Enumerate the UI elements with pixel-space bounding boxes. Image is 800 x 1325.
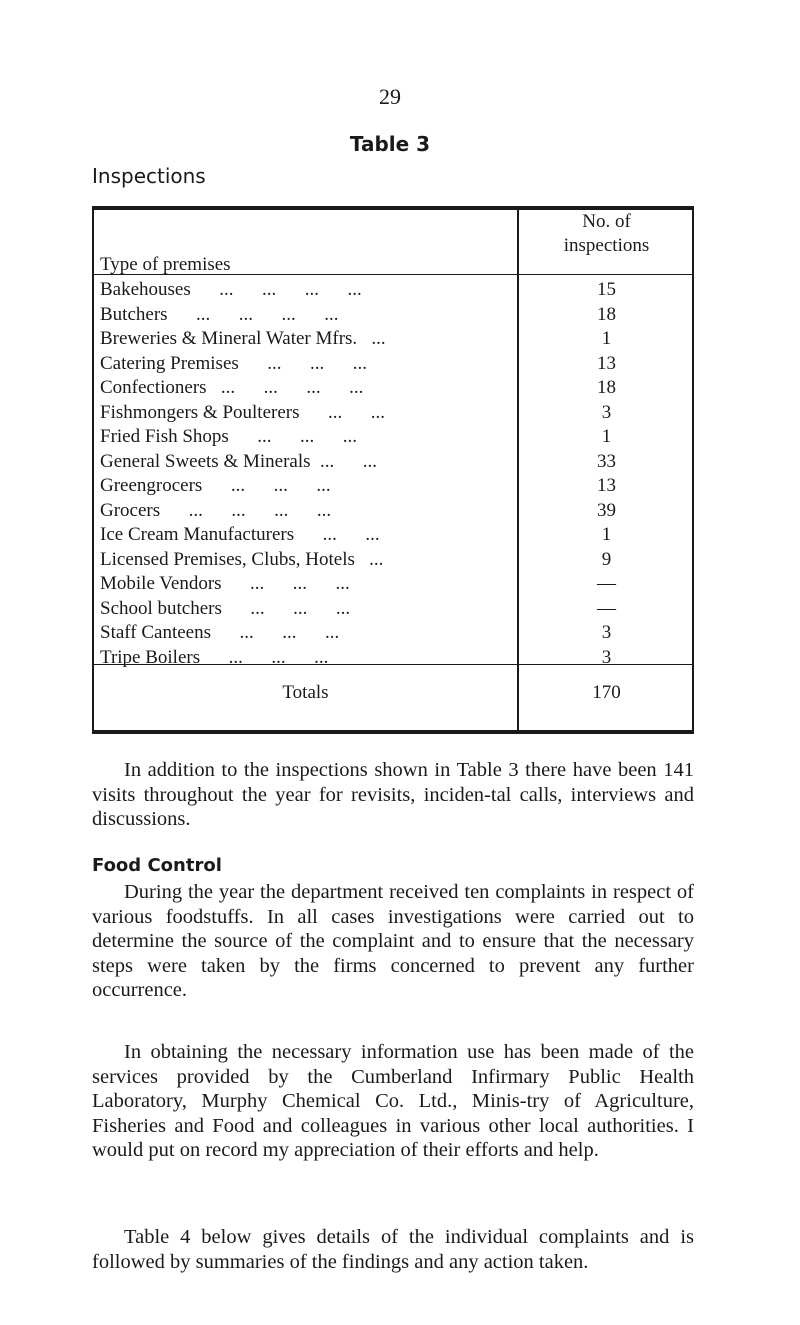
inspection-count: 1 [601,426,612,447]
premises-name: Staff Canteens ... ... ... [100,622,340,643]
premises-name: General Sweets & Minerals ... ... [100,450,378,472]
inspection-count: 13 [597,475,616,496]
header-type-of-premises: Type of premises [100,254,231,275]
premises-name: Fried Fish Shops ... ... ... [100,426,358,447]
inspection-count: 33 [597,450,616,472]
inspection-count: 1 [601,328,612,349]
paragraph-table4-intro: Table 4 below gives details of the individual complaints and is followed by summaries of the findings and any action taken. [92,1226,694,1273]
table-row [94,621,692,646]
inspection-count: 13 [597,352,616,374]
table-row [94,303,692,328]
table-row [94,376,692,401]
table-row [94,523,692,548]
table-body [94,278,692,670]
inspection-count: 18 [597,303,616,325]
premises-name: Tripe Boilers ... ... ... [100,646,329,668]
inspection-count: 3 [601,646,612,668]
totals-label: Totals [282,682,329,703]
premises-name: Butchers ... ... ... ... [100,303,339,325]
paragraph-additional-visits: In addition to the inspections shown in Table 3 there have been 141 visits throughout the year for revisits, inciden-tal calls, interviews and discussions. [92,759,694,830]
inspection-count: 3 [601,401,612,423]
premises-name: Mobile Vendors ... ... ... [100,573,350,594]
table-row [94,597,692,622]
premises-name: Licensed Premises, Clubs, Hotels ... [100,548,384,570]
paragraph-acknowledgements: In obtaining the necessary information use has been made of the services provided by the Cumberland Infirmary Public Health Laboratory, Murphy Chemical Co. Ltd., Minis-try of Agriculture, Fisheries and Food and colleagues in various other local authorities. I would put on record my appreciation of their efforts and help. [92,1041,694,1161]
paragraph-complaints: During the year the department received ten complaints in respect of various foodstuffs. In all cases investigations were carried out to determine the source of the complaint and to ensure that the necessary steps were taken by the firms concerned to prevent any further occurrence. [92,881,694,1001]
table-title: Table 3 [349,132,431,156]
inspection-count: 9 [601,548,612,570]
premises-name: School butchers ... ... ... [100,597,351,619]
table-row [94,327,692,352]
table-subtitle: Inspections [92,164,206,188]
premises-name: Ice Cream Manufacturers ... ... [100,524,380,545]
inspection-count: 39 [597,499,616,521]
table-row [94,425,692,450]
table-row [94,548,692,573]
premises-name: Bakehouses ... ... ... ... [100,279,362,300]
table-row [94,278,692,303]
inspection-count: 3 [601,622,612,643]
inspections-table [92,206,694,734]
table-row [94,474,692,499]
table-row [94,401,692,426]
premises-name: Catering Premises ... ... ... [100,352,368,374]
premises-name: Greengrocers ... ... ... [100,475,331,496]
page-number: 29 [379,84,401,109]
premises-name: Confectioners ... ... ... ... [100,377,364,398]
table-row [94,499,692,524]
table-row [94,450,692,475]
inspection-count: 15 [597,279,616,300]
table-row [94,352,692,377]
totals-row [94,680,692,706]
inspection-count: — [597,597,616,619]
inspection-count: — [597,573,616,594]
header-count-line2: inspections [563,235,650,256]
table-row [94,646,692,671]
totals-count: 170 [592,682,621,703]
premises-name: Breweries & Mineral Water Mfrs. ... [100,328,386,349]
header-no-of-inspections [519,210,694,258]
header-count-line1: No. of [582,211,631,232]
section-heading-food-control: Food Control [92,855,222,876]
inspection-count: 18 [597,377,616,398]
premises-name: Fishmongers & Poulterers ... ... [100,401,385,423]
premises-name: Grocers ... ... ... ... [100,499,332,521]
inspection-count: 1 [601,524,612,545]
table-row [94,572,692,597]
